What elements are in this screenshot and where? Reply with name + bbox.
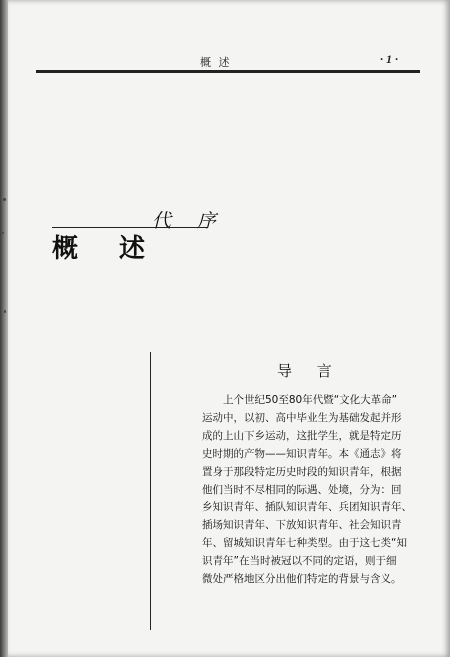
- intro-line: 成的上山下乡运动，这批学生，就是特定历: [202, 429, 402, 442]
- running-head-title: 概 述: [200, 56, 232, 69]
- intro-line: 插场知识青年、下放知识青年、社会知识青: [202, 519, 402, 532]
- intro-line: 史时期的产物——知识青年。本《通志》将: [202, 447, 402, 460]
- scan-speck: [3, 198, 6, 201]
- intro-paragraph: [202, 392, 412, 589]
- intro-line: 乡知识青年、插队知识青年、兵团知识青年、: [202, 501, 412, 514]
- intro-line: 他们当时不尽相同的际遇、处境，分为：回: [202, 483, 402, 496]
- intro-line: 上个世纪50至80年代暨“文化大革命”: [223, 394, 398, 406]
- intro-line: 置身于那段特定历史时段的知识青年，根据: [202, 465, 402, 478]
- header-rule: [36, 70, 420, 73]
- intro-heading: 导 言: [277, 362, 342, 380]
- intro-line: 年、留城知识青年七种类型。由于这七类“知: [202, 537, 407, 550]
- vertical-rule: [150, 352, 151, 630]
- page-number: · 1 ·: [380, 52, 398, 66]
- scan-speck: [4, 310, 6, 313]
- intro-line: 微处严格地区分出他们特定的背景与含义。: [202, 573, 402, 586]
- intro-line: 识青年”在当时被冠以不同的定语，则于细: [202, 555, 397, 568]
- intro-line: 运动中，以初、高中毕业生为基础发起并形: [202, 411, 402, 424]
- scan-speck: [2, 232, 4, 234]
- section-title: 概 述: [52, 234, 162, 264]
- section-subtitle: 代 序: [152, 210, 227, 232]
